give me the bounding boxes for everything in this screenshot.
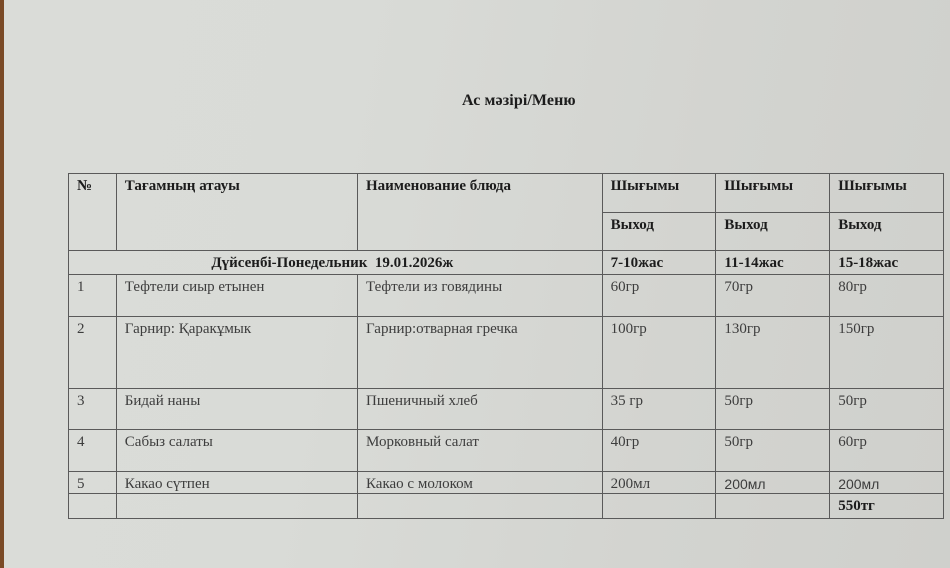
table-row bbox=[69, 430, 944, 472]
row-number: 2 bbox=[69, 317, 117, 389]
yield-15-18: 150гр bbox=[830, 317, 944, 389]
header-yield-kz-1: Шығымы bbox=[602, 174, 716, 213]
total-row bbox=[69, 494, 944, 519]
row-number: 3 bbox=[69, 389, 117, 430]
yield-11-14: 130гр bbox=[716, 317, 830, 389]
row-number: 5 bbox=[69, 472, 117, 494]
dish-name-kz: Тефтели сиыр етынен bbox=[116, 275, 357, 317]
yield-15-18: 200мл bbox=[830, 472, 944, 494]
header-name-ru: Наименование блюда bbox=[358, 174, 603, 251]
yield-11-14: 200мл bbox=[716, 472, 830, 494]
day-row bbox=[69, 251, 944, 275]
header-yield-ru-3: Выход bbox=[830, 213, 944, 251]
dish-name-kz: Бидай наны bbox=[116, 389, 357, 430]
menu-table bbox=[68, 173, 944, 519]
yield-7-10: 35 гр bbox=[602, 389, 716, 430]
yield-7-10: 40гр bbox=[602, 430, 716, 472]
header-number: № bbox=[69, 174, 117, 251]
header-yield-ru-2: Выход bbox=[716, 213, 830, 251]
dish-name-ru: Пшеничный хлеб bbox=[358, 389, 603, 430]
header-yield-kz-2: Шығымы bbox=[716, 174, 830, 213]
dish-name-ru: Тефтели из говядины bbox=[358, 275, 603, 317]
yield-11-14: 50гр bbox=[716, 430, 830, 472]
empty-cell bbox=[69, 494, 117, 519]
dish-name-ru: Гарнир:отварная гречка bbox=[358, 317, 603, 389]
header-yield-ru-1: Выход bbox=[602, 213, 716, 251]
age-group-3: 15-18жас bbox=[830, 251, 944, 275]
yield-15-18: 50гр bbox=[830, 389, 944, 430]
dish-name-ru: Какао с молоком bbox=[358, 472, 603, 494]
empty-cell bbox=[716, 494, 830, 519]
yield-15-18: 60гр bbox=[830, 430, 944, 472]
empty-cell bbox=[358, 494, 603, 519]
age-group-2: 11-14жас bbox=[716, 251, 830, 275]
yield-7-10: 200мл bbox=[602, 472, 716, 494]
dish-name-kz: Гарнир: Қаракұмык bbox=[116, 317, 357, 389]
day-date-label: Дүйсенбі-Понедельник 19.01.2026ж bbox=[69, 251, 603, 275]
dish-name-kz: Какао сүтпен bbox=[116, 472, 357, 494]
header-row bbox=[69, 174, 944, 213]
yield-7-10: 60гр bbox=[602, 275, 716, 317]
empty-cell bbox=[602, 494, 716, 519]
dish-name-ru: Морковный салат bbox=[358, 430, 603, 472]
dish-name-kz: Сабыз салаты bbox=[116, 430, 357, 472]
age-group-1: 7-10жас bbox=[602, 251, 716, 275]
yield-15-18: 80гр bbox=[830, 275, 944, 317]
header-name-kz: Тағамның атауы bbox=[116, 174, 357, 251]
page-title: Ас мәзірі/Меню bbox=[462, 92, 576, 109]
table-row bbox=[69, 275, 944, 317]
total-price: 550тг bbox=[830, 494, 944, 519]
yield-7-10: 100гр bbox=[602, 317, 716, 389]
yield-11-14: 70гр bbox=[716, 275, 830, 317]
empty-cell bbox=[116, 494, 357, 519]
table-row bbox=[69, 317, 944, 389]
row-number: 1 bbox=[69, 275, 117, 317]
header-yield-kz-3: Шығымы bbox=[830, 174, 944, 213]
table-row bbox=[69, 389, 944, 430]
table-row bbox=[69, 472, 944, 494]
row-number: 4 bbox=[69, 430, 117, 472]
yield-11-14: 50гр bbox=[716, 389, 830, 430]
